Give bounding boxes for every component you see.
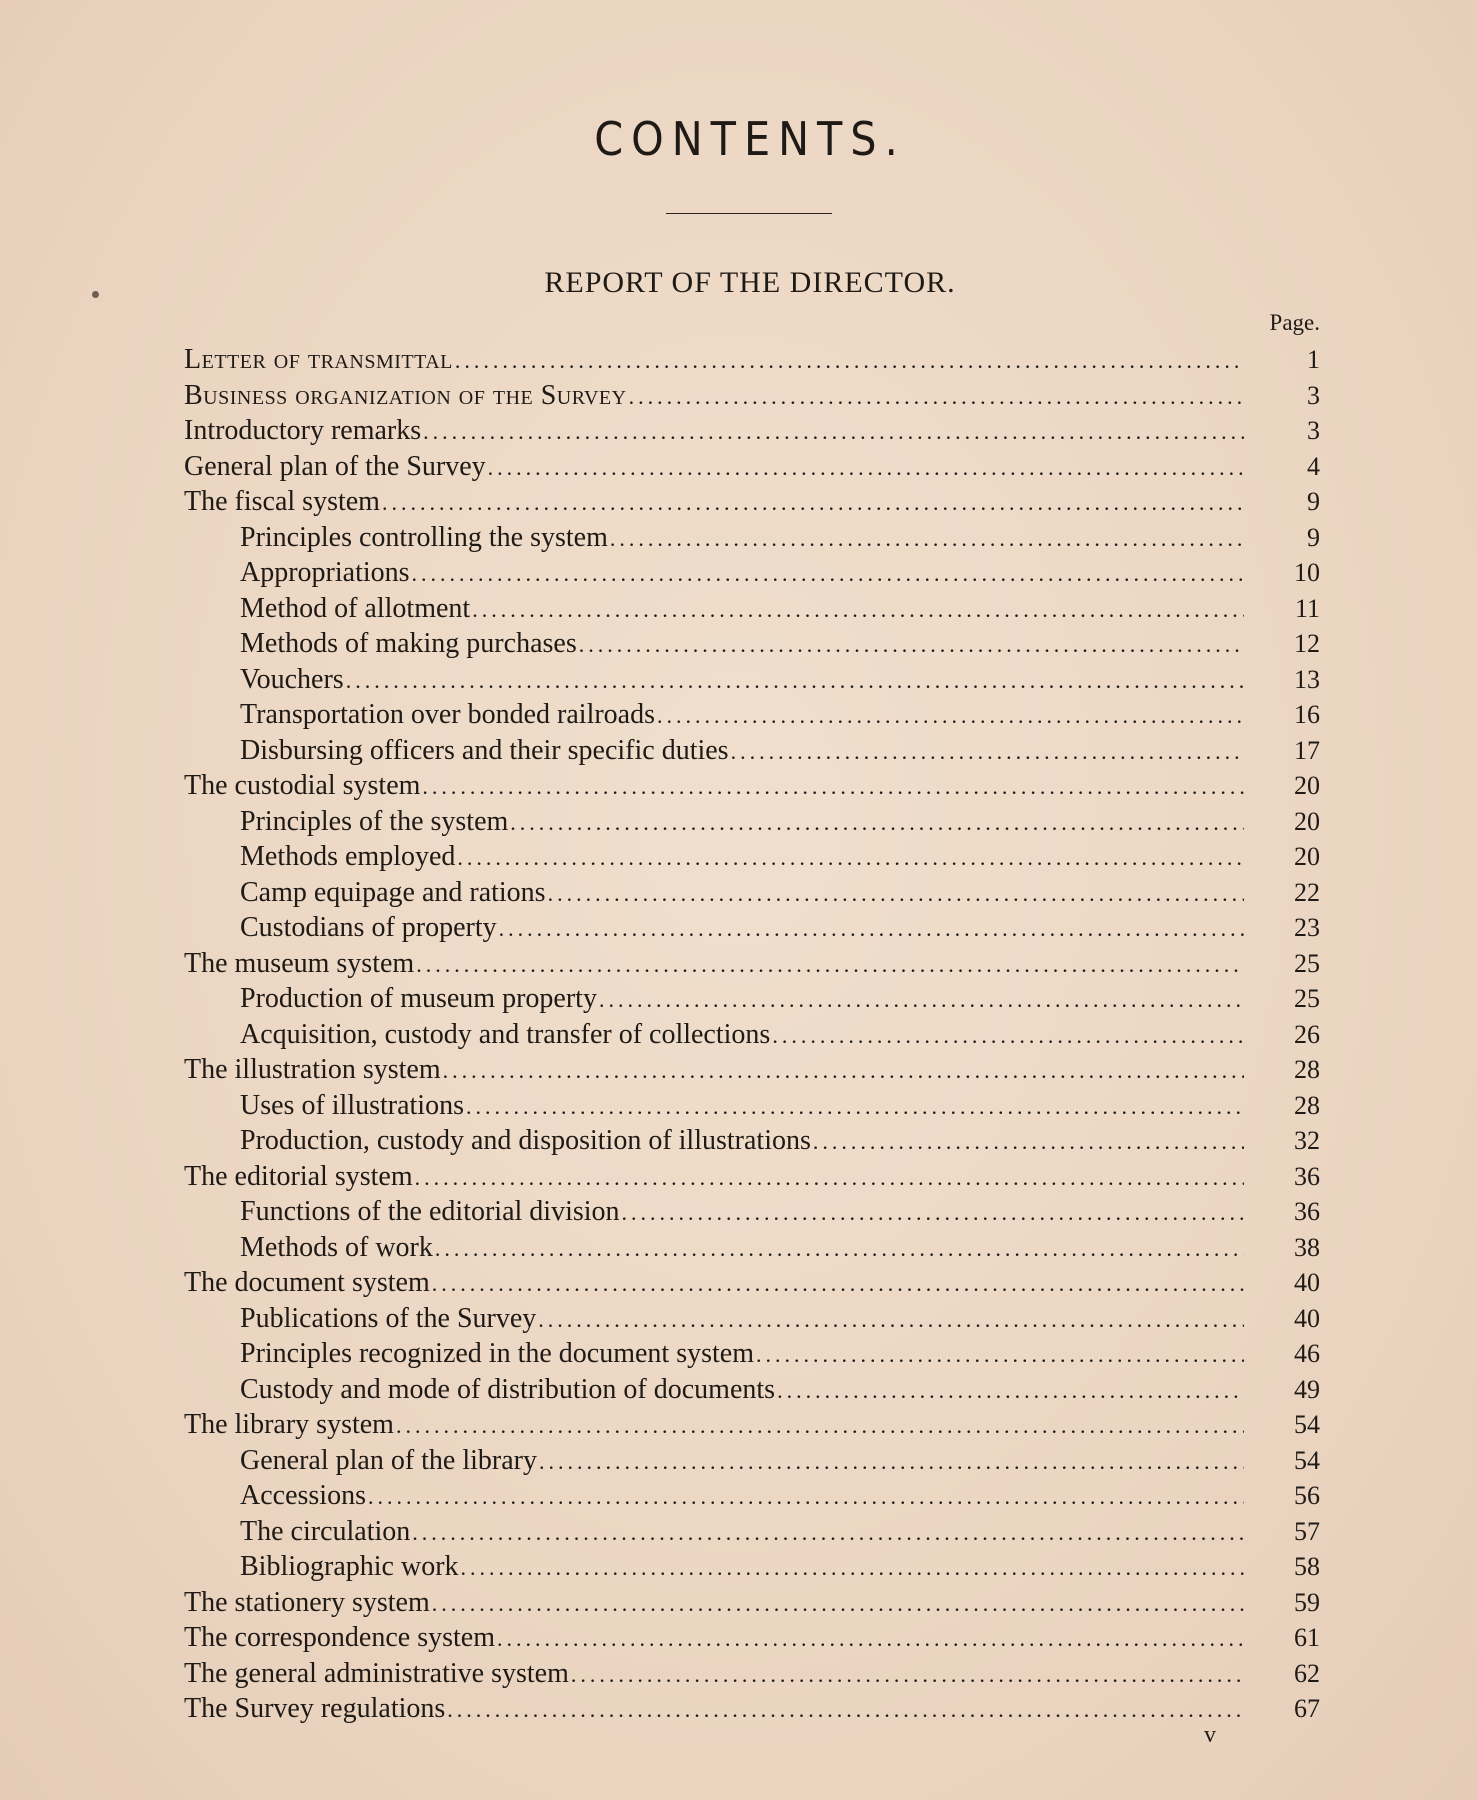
toc-subentry bbox=[184, 981, 1320, 1017]
toc-entry-label: Letter of transmittal bbox=[184, 344, 453, 375]
dot-leader bbox=[610, 521, 1244, 557]
toc-entry-label: Uses of illustrations bbox=[240, 1089, 464, 1121]
toc-entry-page: 56 bbox=[1294, 1481, 1320, 1510]
dot-leader bbox=[396, 1408, 1244, 1444]
dot-leader bbox=[382, 485, 1244, 521]
toc-entry bbox=[184, 1620, 1320, 1656]
toc-entry-page: 10 bbox=[1294, 558, 1320, 587]
dot-leader bbox=[539, 1444, 1244, 1480]
toc-entry-page: 26 bbox=[1294, 1019, 1320, 1049]
toc-entry-label: Methods of work bbox=[240, 1231, 433, 1263]
toc-entry-label: General plan of the library bbox=[240, 1444, 537, 1476]
table-of-contents bbox=[184, 342, 1320, 1727]
dot-leader bbox=[443, 1053, 1244, 1089]
toc-entry-page: 28 bbox=[1294, 1055, 1320, 1084]
toc-entry-page: 20 bbox=[1294, 842, 1320, 871]
toc-subentry bbox=[184, 1017, 1320, 1053]
toc-subentry bbox=[184, 1478, 1320, 1514]
toc-entry bbox=[184, 1265, 1320, 1301]
dot-leader bbox=[731, 734, 1244, 770]
toc-entry-label: Functions of the editorial division bbox=[240, 1196, 620, 1227]
toc-entry-label: Custody and mode of distribution of documents bbox=[240, 1373, 776, 1405]
toc-subentry bbox=[184, 1088, 1320, 1124]
toc-entry-page: 36 bbox=[1294, 1197, 1320, 1226]
toc-entry bbox=[184, 342, 1320, 378]
toc-entry-page: 25 bbox=[1294, 948, 1320, 978]
toc-entry-label: The editorial system bbox=[184, 1160, 413, 1192]
toc-entry-page: 12 bbox=[1294, 629, 1320, 658]
toc-entry bbox=[184, 1052, 1320, 1088]
toc-entry-page: 20 bbox=[1294, 771, 1320, 800]
toc-entry-page: 13 bbox=[1294, 664, 1320, 694]
toc-entry-page: 54 bbox=[1294, 1445, 1320, 1475]
toc-entry-page: 49 bbox=[1294, 1374, 1320, 1404]
toc-entry-label: Production, custody and disposition of illustrations bbox=[240, 1125, 811, 1156]
toc-entry-label: The library system bbox=[184, 1409, 394, 1440]
toc-subentry bbox=[184, 1230, 1320, 1266]
toc-subentry bbox=[184, 555, 1320, 591]
dot-leader bbox=[497, 1621, 1244, 1657]
toc-entry-label: The correspondence system bbox=[184, 1622, 495, 1653]
toc-entry-label: Custodians of property bbox=[240, 912, 497, 943]
toc-subentry bbox=[184, 875, 1320, 911]
toc-entry bbox=[184, 1691, 1320, 1727]
toc-entry-label: Principles controlling the system bbox=[240, 521, 608, 553]
toc-entry bbox=[184, 1656, 1320, 1692]
toc-entry bbox=[184, 946, 1320, 982]
toc-subentry bbox=[184, 591, 1320, 627]
toc-entry-page: 9 bbox=[1307, 522, 1320, 552]
toc-subentry bbox=[184, 1443, 1320, 1479]
toc-entry-label: The document system bbox=[184, 1267, 430, 1298]
toc-subentry bbox=[184, 839, 1320, 875]
toc-entry-label: Accessions bbox=[240, 1480, 366, 1511]
title-rule bbox=[666, 213, 832, 214]
toc-entry-page: 22 bbox=[1294, 877, 1320, 907]
toc-entry-page: 9 bbox=[1307, 487, 1320, 516]
toc-entry-page: 46 bbox=[1294, 1339, 1320, 1368]
toc-entry-page: 67 bbox=[1294, 1694, 1320, 1723]
dot-leader bbox=[813, 1124, 1244, 1160]
toc-entry-page: 59 bbox=[1294, 1587, 1320, 1617]
dot-leader bbox=[461, 1550, 1244, 1586]
dot-leader bbox=[538, 1302, 1244, 1338]
toc-entry-label: The custodial system bbox=[184, 770, 421, 801]
dot-leader bbox=[510, 805, 1244, 841]
toc-entry-label: Transportation over bonded railroads bbox=[240, 699, 655, 730]
dot-leader bbox=[422, 769, 1244, 805]
toc-entry-page: 17 bbox=[1294, 735, 1320, 765]
toc-entry-page: 40 bbox=[1294, 1303, 1320, 1333]
toc-subentry bbox=[184, 1336, 1320, 1372]
toc-entry-page: 20 bbox=[1294, 806, 1320, 836]
toc-entry-label: Bibliographic work bbox=[240, 1551, 459, 1582]
dot-leader bbox=[412, 1515, 1244, 1551]
toc-subentry bbox=[184, 697, 1320, 733]
toc-subentry bbox=[184, 804, 1320, 840]
toc-entry-label: The stationery system bbox=[184, 1586, 430, 1618]
dot-leader bbox=[432, 1266, 1244, 1302]
dot-leader bbox=[368, 1479, 1244, 1515]
toc-entry-page: 54 bbox=[1294, 1410, 1320, 1439]
toc-entry bbox=[184, 1159, 1320, 1195]
dot-leader bbox=[435, 1231, 1244, 1267]
dot-leader bbox=[423, 414, 1244, 450]
toc-entry bbox=[184, 768, 1320, 804]
dot-leader bbox=[548, 876, 1244, 912]
toc-entry-page: 38 bbox=[1294, 1232, 1320, 1262]
section-heading: REPORT OF THE DIRECTOR. bbox=[544, 266, 956, 299]
toc-entry-label: The illustration system bbox=[184, 1054, 441, 1085]
toc-entry-label: General plan of the Survey bbox=[184, 450, 486, 482]
dot-leader bbox=[756, 1337, 1244, 1373]
toc-entry-label: Principles recognized in the document system bbox=[240, 1338, 754, 1369]
toc-entry-page: 3 bbox=[1307, 380, 1320, 410]
dot-leader bbox=[416, 947, 1244, 983]
toc-entry bbox=[184, 413, 1320, 449]
folio-number: v bbox=[1204, 1722, 1216, 1748]
dot-leader bbox=[447, 1692, 1244, 1728]
toc-entry-page: 28 bbox=[1294, 1090, 1320, 1120]
toc-subentry bbox=[184, 1549, 1320, 1585]
toc-entry-label: The circulation bbox=[240, 1515, 411, 1547]
toc-entry-page: 4 bbox=[1307, 451, 1320, 481]
toc-entry-label: Appropriations bbox=[240, 557, 410, 588]
toc-entry-label: Principles of the system bbox=[240, 805, 509, 837]
toc-subentry bbox=[184, 1372, 1320, 1408]
dot-leader bbox=[457, 840, 1244, 876]
toc-entry-page: 62 bbox=[1294, 1658, 1320, 1688]
toc-entry-label: Introductory remarks bbox=[184, 415, 422, 446]
dot-leader bbox=[657, 698, 1244, 734]
toc-subentry bbox=[184, 520, 1320, 556]
toc-entry bbox=[184, 484, 1320, 520]
toc-entry-page: 23 bbox=[1294, 913, 1320, 942]
toc-entry-page: 32 bbox=[1294, 1126, 1320, 1155]
toc-entry-label: The fiscal system bbox=[184, 486, 380, 517]
toc-subentry bbox=[184, 662, 1320, 698]
dot-leader bbox=[777, 1373, 1244, 1409]
toc-entry-page: 58 bbox=[1294, 1552, 1320, 1581]
page-column-header: Page. bbox=[1269, 310, 1320, 335]
toc-entry-label: Business organization of the Survey bbox=[184, 379, 627, 411]
toc-subentry bbox=[184, 910, 1320, 946]
dot-leader bbox=[772, 1018, 1244, 1054]
toc-entry-page: 16 bbox=[1294, 700, 1320, 729]
toc-entry-page: 61 bbox=[1294, 1623, 1320, 1652]
toc-entry-page: 40 bbox=[1294, 1268, 1320, 1297]
toc-entry-page: 3 bbox=[1307, 416, 1320, 445]
toc-entry-page: 11 bbox=[1294, 593, 1320, 623]
toc-entry-label: Publications of the Survey bbox=[240, 1302, 537, 1334]
dot-leader bbox=[466, 1089, 1244, 1125]
toc-entry-label: The general administrative system bbox=[184, 1657, 569, 1689]
toc-subentry bbox=[184, 1123, 1320, 1159]
dot-leader bbox=[499, 911, 1244, 947]
dot-leader bbox=[571, 1657, 1244, 1693]
toc-subentry bbox=[184, 626, 1320, 662]
dot-leader bbox=[622, 1195, 1244, 1231]
toc-entry-label: Vouchers bbox=[240, 663, 344, 695]
toc-entry bbox=[184, 1585, 1320, 1621]
dot-leader bbox=[599, 982, 1244, 1018]
toc-subentry bbox=[184, 733, 1320, 769]
toc-entry-page: 25 bbox=[1294, 984, 1320, 1013]
dot-leader bbox=[412, 556, 1244, 592]
toc-entry-label: Method of allotment bbox=[240, 592, 471, 624]
toc-subentry bbox=[184, 1194, 1320, 1230]
dot-leader bbox=[432, 1586, 1244, 1622]
toc-entry-label: Disbursing officers and their specific duties bbox=[240, 734, 729, 766]
dot-leader bbox=[415, 1160, 1244, 1196]
toc-entry-label: Methods of making purchases bbox=[240, 628, 577, 659]
page-title: CONTENTS. bbox=[594, 112, 906, 166]
toc-entry bbox=[184, 449, 1320, 485]
toc-entry-label: Camp equipage and rations bbox=[240, 876, 546, 908]
dot-leader bbox=[488, 450, 1244, 486]
dot-leader bbox=[629, 379, 1244, 415]
dot-leader bbox=[455, 343, 1244, 379]
toc-entry-page: 1 bbox=[1307, 345, 1320, 374]
dot-leader bbox=[346, 663, 1244, 699]
toc-entry bbox=[184, 1407, 1320, 1443]
toc-entry bbox=[184, 378, 1320, 414]
dot-leader bbox=[472, 592, 1244, 628]
toc-entry-label: Acquisition, custody and transfer of collections bbox=[240, 1018, 771, 1050]
toc-subentry bbox=[184, 1301, 1320, 1337]
toc-entry-label: The Survey regulations bbox=[184, 1693, 446, 1724]
dot-leader bbox=[579, 627, 1244, 663]
toc-entry-page: 36 bbox=[1294, 1161, 1320, 1191]
toc-entry-page: 57 bbox=[1294, 1516, 1320, 1546]
toc-entry-label: Production of museum property bbox=[240, 983, 597, 1014]
toc-subentry bbox=[184, 1514, 1320, 1550]
toc-entry-label: The museum system bbox=[184, 947, 415, 979]
toc-entry-label: Methods employed bbox=[240, 841, 456, 872]
